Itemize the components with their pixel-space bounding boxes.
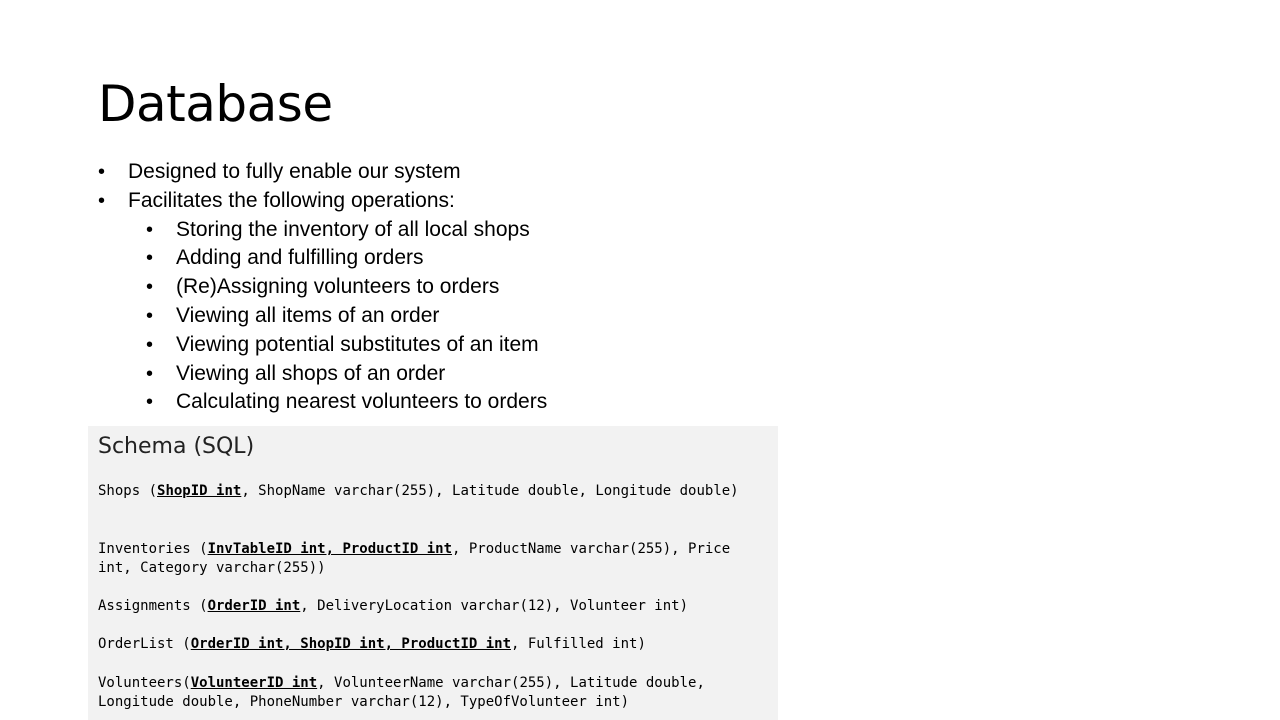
schema-columns: , ProductName varchar(255), Price int, Category varchar(255)): [98, 541, 731, 576]
slide-title: Database: [98, 75, 333, 133]
sub-bullet-text: (Re)Assigning volunteers to orders: [176, 275, 500, 299]
sub-bullet-text: Storing the inventory of all local shops: [176, 217, 530, 241]
schema-table-shops: [98, 482, 770, 501]
bullet-icon: •: [146, 362, 154, 385]
schema-columns: , Fulfilled int): [511, 636, 646, 652]
bullet-icon: •: [146, 276, 154, 299]
sub-bullet-text: Viewing potential substitutes of an item: [176, 332, 539, 356]
bullet-icon: •: [98, 189, 106, 212]
schema-columns: , VolunteerName varchar(255), Latitude double, Longitude double, PhoneNumber varchar(12), TypeOfVolunteer int): [98, 675, 705, 710]
schema-table-prefix: Shops (: [98, 483, 158, 499]
bullet-icon: •: [146, 333, 154, 356]
bullet-icon: •: [146, 304, 154, 327]
bullet-text: Facilitates the following operations:: [128, 188, 455, 212]
schema-table-volunteers: [98, 674, 770, 712]
sub-bullet-text: Viewing all shops of an order: [176, 361, 446, 385]
schema-table-prefix: Volunteers(: [98, 675, 191, 691]
schema-table-prefix: OrderList (: [98, 636, 191, 652]
schema-table-prefix: Assignments (: [98, 598, 208, 614]
schema-table-orderlist: [98, 635, 770, 654]
schema-columns: , ShopName varchar(255), Latitude double, Longitude double): [241, 483, 739, 499]
schema-primary-key: OrderID int: [207, 598, 301, 614]
schema-columns: , DeliveryLocation varchar(12), Volunteer int): [300, 598, 689, 614]
schema-primary-key: InvTableID int, ProductID int: [207, 541, 453, 557]
sub-bullet-text: Adding and fulfilling orders: [176, 246, 424, 270]
bullet-icon: •: [146, 218, 154, 241]
sub-bullet-text: Viewing all items of an order: [176, 303, 440, 327]
bullet-icon: •: [146, 247, 154, 270]
schema-box: [88, 426, 778, 720]
schema-primary-key: ShopID int: [157, 483, 242, 499]
schema-primary-key: OrderID int, ShopID int, ProductID int: [190, 636, 512, 652]
schema-title: Schema (SQL): [98, 434, 255, 459]
schema-table-inventories: [98, 540, 770, 578]
schema-table-assignments: [98, 597, 770, 616]
bullet-text: Designed to fully enable our system: [128, 160, 461, 183]
bullet-icon: •: [98, 161, 106, 183]
bullet-icon: •: [146, 391, 154, 414]
schema-table-prefix: Inventories (: [98, 541, 208, 557]
schema-primary-key: VolunteerID int: [190, 675, 318, 691]
sub-bullet-text: Calculating nearest volunteers to orders: [176, 390, 548, 414]
